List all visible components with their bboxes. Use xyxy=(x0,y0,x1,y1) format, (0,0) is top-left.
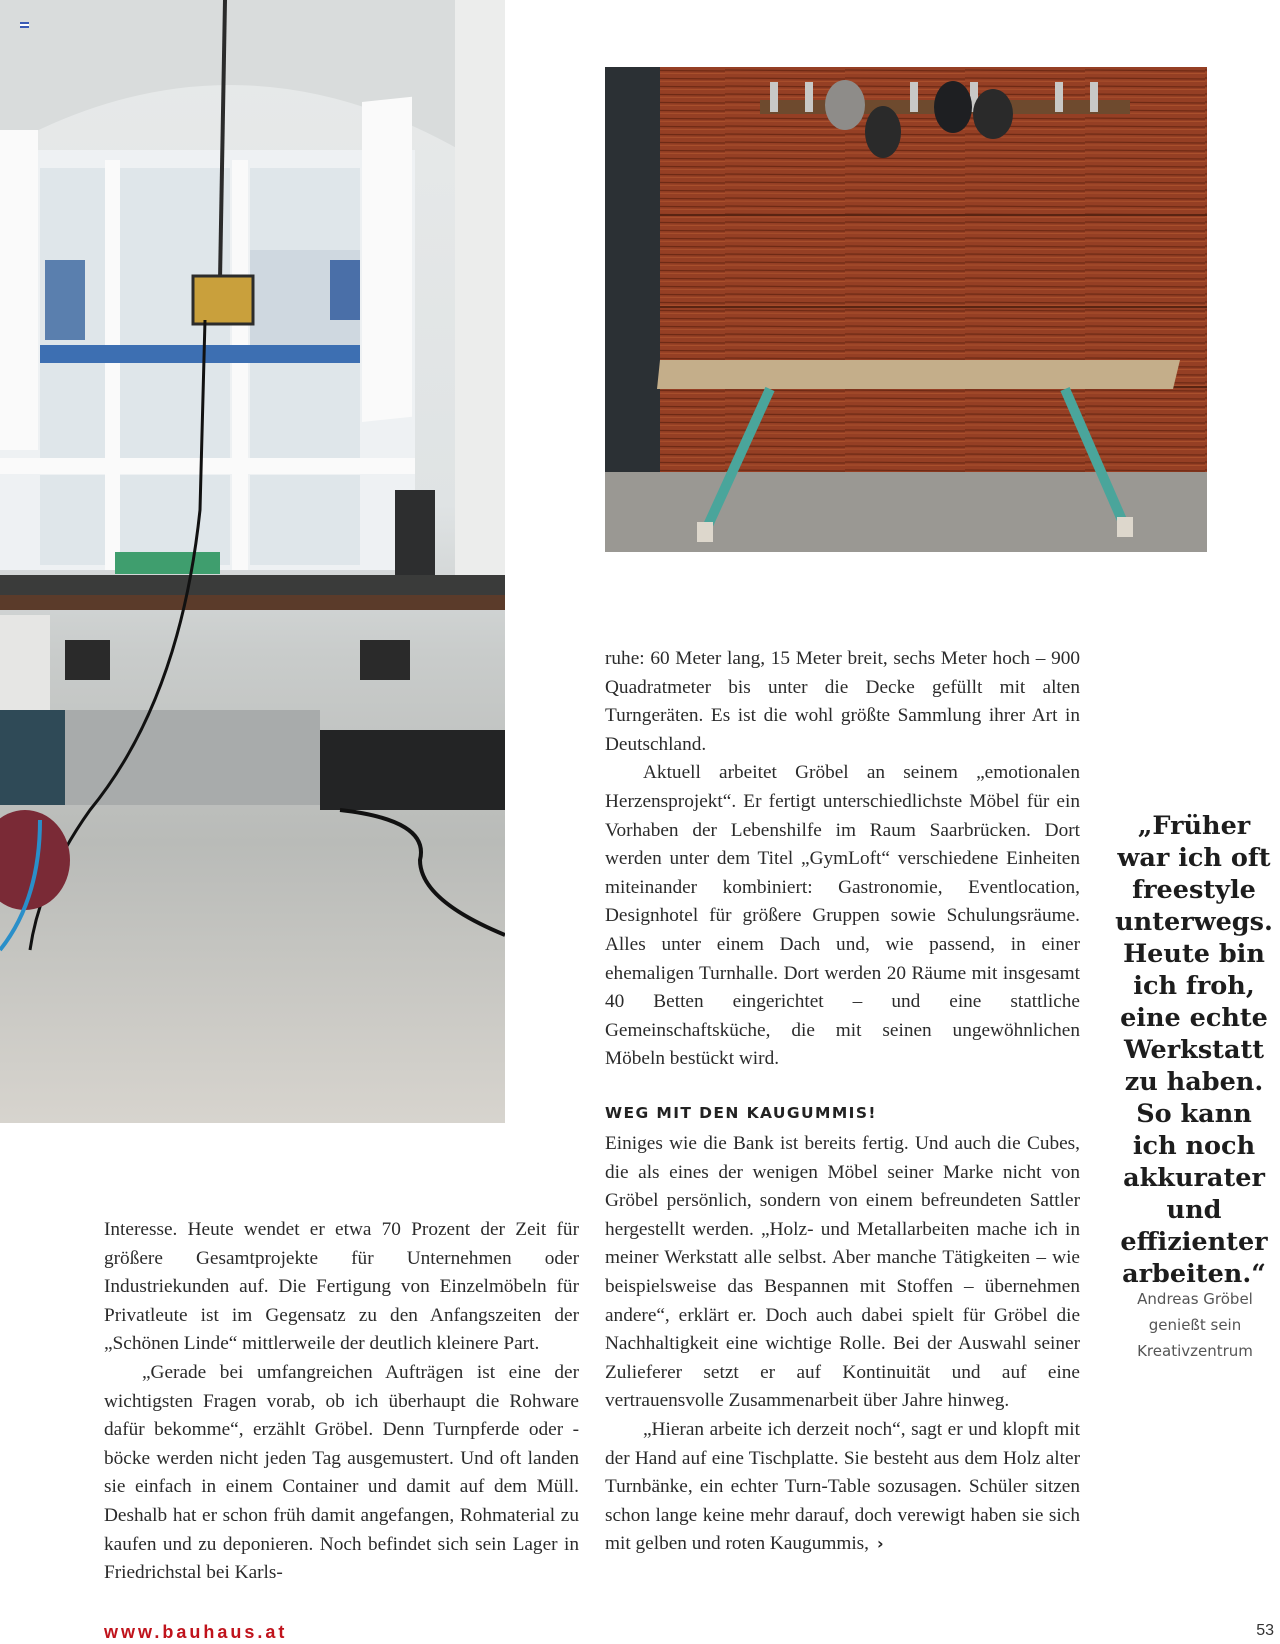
paragraph: ruhe: 60 Meter lang, 15 Meter breit, sechs Meter hoch – 900 Quadratmeter bis unter die Decke gefüllt mit alten Turngeräten. Es ist die wohl größte Sammlung ihrer Art in Deutschland. xyxy=(605,648,1080,755)
paragraph-text: „Hieran arbeite ich derzeit noch“, sagt er und klopft mit der Hand auf eine Tischplatte. Sie besteht aus dem Holz alter Turnbänke, ein echter Turn-Table sozusagen. Schüler sitzen schon lange keine mehr darauf, doch verewigt haben sie sich mit gelben und roten Kaugummis, xyxy=(605,1418,1080,1555)
section-heading: WEG MIT DEN KAUGUMMIS! xyxy=(605,1104,877,1122)
article-column-mid-top xyxy=(605,645,1080,1074)
workshop-illustration xyxy=(0,0,505,1123)
pull-quote: „Früher war ich oft freestyle unterwegs. Heute bin ich froh, eine echte Werkstatt zu haben. So kann ich noch akkurater und effizienter arbeiten.“ xyxy=(1115,811,1273,1289)
paragraph xyxy=(605,1416,1080,1559)
flag-icon xyxy=(20,22,29,28)
page-number: 53 xyxy=(1256,1622,1274,1639)
article-column-left xyxy=(104,1216,579,1588)
photo-caption: Andreas Gröbel genießt sein Kreativzentrum xyxy=(1137,1290,1253,1360)
bench-photo xyxy=(605,67,1207,552)
footer-url-link[interactable]: www.bauhaus.at xyxy=(104,1622,288,1642)
paragraph: „Gerade bei umfangreichen Aufträgen ist eine der wichtigsten Fragen vorab, ob ich überhaupt die Rohware dafür bekomme“, erzählt Gröbel. Denn Turnpferde oder -böcke werden nicht jeden Tag ausgemustert. Und oft landen sie einfach in einem Container und damit auf dem Müll. Deshalb hat er schon früh damit angefangen, Rohmaterial zu kaufen und zu deponieren. Noch befindet sich sein Lager in Friedrichstal bei Karls- xyxy=(104,1361,579,1584)
continue-arrow-icon: › xyxy=(877,1534,884,1554)
paragraph: Interesse. Heute wendet er etwa 70 Prozent der Zeit für größere Gesamtprojekte für Unternehmen oder Industriekunden auf. Die Fertigung von Einzelmöbeln für Privatleute ist im Gegensatz zu den Anfangszeiten der „Schönen Linde“ mittlerweile der deutlich kleinere Part. xyxy=(104,1219,579,1355)
article-column-mid-bottom xyxy=(605,1130,1080,1559)
paragraph: Einiges wie die Bank ist bereits fertig. Und auch die Cubes, die als eines der wenigen Möbel seiner Marke nicht von Gröbel persönlich, sondern von einem befreundeten Sattler hergestellt werden. „Holz- und Metallarbeiten mache ich in meiner Werkstatt alle selbst. Aber manche Tätigkeiten – wie beispielsweise das Bespannen mit Stoffen – übernehmen andere“, erklärt er. Doch auch dabei spielt für Gröbel die Nachhaltigkeit eine wichtige Rolle. Bei der Auswahl seiner Zulieferer setzt er auf Kontinuität und auf eine vertrauensvolle Zusammenarbeit über Jahre hinweg. xyxy=(605,1133,1080,1412)
paragraph: Aktuell arbeitet Gröbel an seinem „emotionalen Herzensprojekt“. Er fertigt unterschiedlichste Möbel für ein Vorhaben der Lebenshilfe im Raum Saarbrücken. Dort werden unter dem Titel „GymLoft“ verschiedene Einheiten miteinander kombiniert: Gastronomie, Eventlocation, Designhotel für größere Gruppen sowie Schulungsräume. Alles unter einem Dach und, wie passend, in einer ehemaligen Turnhalle. Dort werden 20 Räume mit insgesamt 40 Betten eingerichtet – und eine stattliche Gemeinschaftsküche, die mit seinen ungewöhnlichen Möbeln bestückt wird. xyxy=(605,762,1080,1070)
workshop-photo xyxy=(0,0,505,1123)
bench-illustration xyxy=(605,67,1207,552)
